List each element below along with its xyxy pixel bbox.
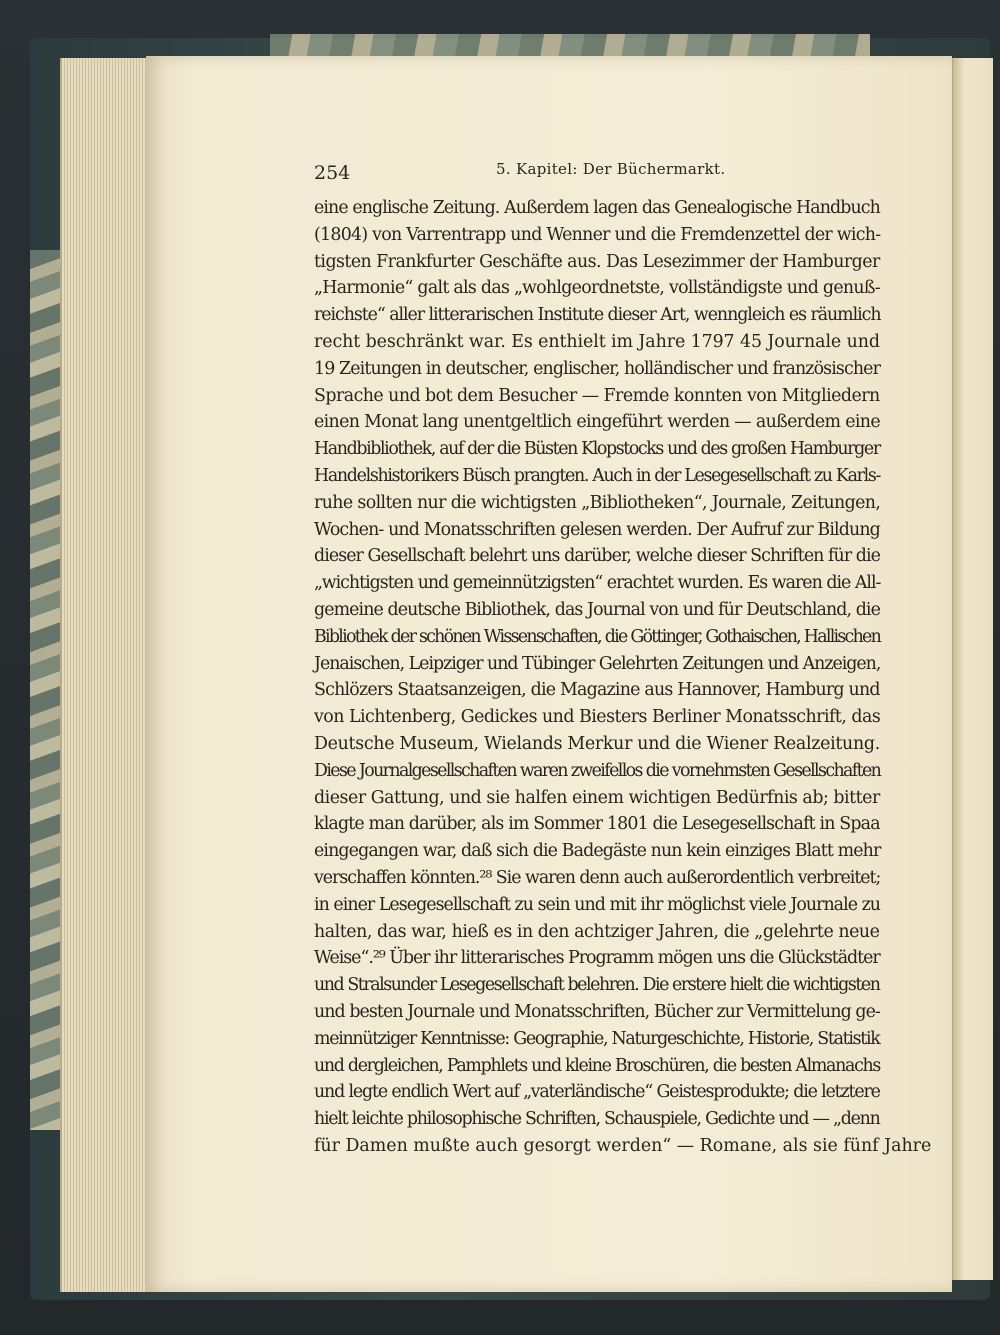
text-line: und besten Journale und Monatsschriften, Bücher zur Vermittelung ge-	[314, 1001, 880, 1022]
text-line: halten, das war, hieß es in den achtziger Jahren, die „gelehrte neue	[314, 921, 880, 942]
page-number: 254	[314, 162, 351, 184]
marbled-endpaper-top	[270, 34, 870, 58]
text-line: dieser Gattung, und sie halfen einem wichtigen Bedürfnis ab; bitter	[314, 787, 880, 808]
text-line: Bibliothek der schönen Wissenschaften, die Göttinger, Gothaischen, Hallischen	[314, 626, 881, 647]
text-line: Jenaischen, Leipziger und Tübinger Gelehrten Zeitungen und Anzeigen,	[314, 653, 881, 674]
running-head: 5. Kapitel: Der Büchermarkt.	[496, 160, 726, 178]
text-line: recht beschränkt war. Es enthielt im Jahre 1797 45 Journale und	[314, 331, 880, 352]
page-header	[314, 156, 880, 186]
text-line: gemeine deutsche Bibliothek, das Journal von und für Deutschland, die	[314, 599, 880, 620]
text-line: verschaffen könnten.²⁸ Sie waren denn auch außerordentlich verbreitet;	[314, 867, 881, 888]
text-line: eingegangen war, daß sich die Badegäste nun kein einziges Blatt mehr	[314, 841, 881, 862]
text-line: meinnütziger Kenntnisse: Geographie, Naturgeschichte, Historie, Statistik	[314, 1028, 880, 1049]
text-line: 19 Zeitungen in deutscher, englischer, holländischer und französischer	[314, 358, 881, 379]
text-line: und legte endlich Wert auf „vaterländische“ Geistesprodukte; die letztere	[314, 1082, 880, 1103]
text-line: „wichtigsten und gemeinnützigsten“ erachtet wurden. Es waren die All-	[314, 573, 881, 594]
body-text	[314, 195, 932, 1160]
text-line: „Harmonie“ galt als das „wohlgeordnetste, vollständigste und genuß-	[314, 278, 880, 299]
text-line: Deutsche Museum, Wielands Merkur und die Wiener Realzeitung.	[314, 733, 880, 754]
facing-page-edge	[952, 58, 993, 1280]
text-line: Wochen- und Monatsschriften gelesen werden. Der Aufruf zur Bildung	[314, 519, 880, 540]
text-line: hielt leichte philosophische Schriften, Schauspiele, Gedichte und — „denn	[314, 1109, 880, 1130]
text-line: Handbibliothek, auf der die Büsten Klopstocks und des großen Hamburger	[314, 439, 880, 460]
text-line: Diese Journalgesellschaften waren zweifellos die vornehmsten Gesellschaften	[314, 760, 881, 781]
text-line: Sprache und bot dem Besucher — Fremde konnten von Mitgliedern	[314, 385, 880, 406]
text-line: Weise“.²⁹ Über ihr litterarisches Programm mögen uns die Glückstädter	[314, 948, 880, 969]
text-line: von Lichtenberg, Gedickes und Biesters Berliner Monatsschrift, das	[314, 707, 881, 728]
text-line: und dergleichen, Pamphlets und kleine Broschüren, die besten Almanachs	[314, 1055, 881, 1076]
text-line: in einer Lesegesellschaft zu sein und mit ihr möglichst viele Journale zu	[314, 894, 881, 915]
text-line: Schlözers Staatsanzeigen, die Magazine aus Hannover, Hamburg und	[314, 680, 880, 701]
text-line: dieser Gesellschaft belehrt uns darüber, welche dieser Schriften für die	[314, 546, 880, 567]
text-line: tigsten Frankfurter Geschäfte aus. Das Lesezimmer der Hamburger	[314, 251, 880, 272]
text-line: ruhe sollten nur die wichtigsten „Bibliotheken“, Journale, Zeitungen,	[314, 492, 881, 513]
text-line: für Damen mußte auch gesorgt werden“ — Romane, als sie fünf Jahre	[314, 1135, 932, 1156]
marbled-endpaper-side	[30, 250, 64, 1130]
text-line: eine englische Zeitung. Außerdem lagen das Genealogische Handbuch	[314, 198, 880, 218]
text-line: Handelshistorikers Büsch prangten. Auch in der Lesegesellschaft zu Karls-	[314, 465, 881, 486]
text-line: reichste“ aller litterarischen Institute dieser Art, wenngleich es räumlich	[314, 305, 881, 326]
text-line: (1804) von Varrentrapp und Wenner und die Fremdenzettel der wich-	[314, 224, 881, 245]
text-line: klagte man darüber, als im Sommer 1801 die Lesegesellschaft in Spaa	[314, 814, 880, 835]
text-line: und Stralsunder Lesegesellschaft belehren. Die erstere hielt die wichtigsten	[314, 975, 880, 996]
text-line: einen Monat lang unentgeltlich eingeführt werden — außerdem eine	[314, 412, 880, 433]
